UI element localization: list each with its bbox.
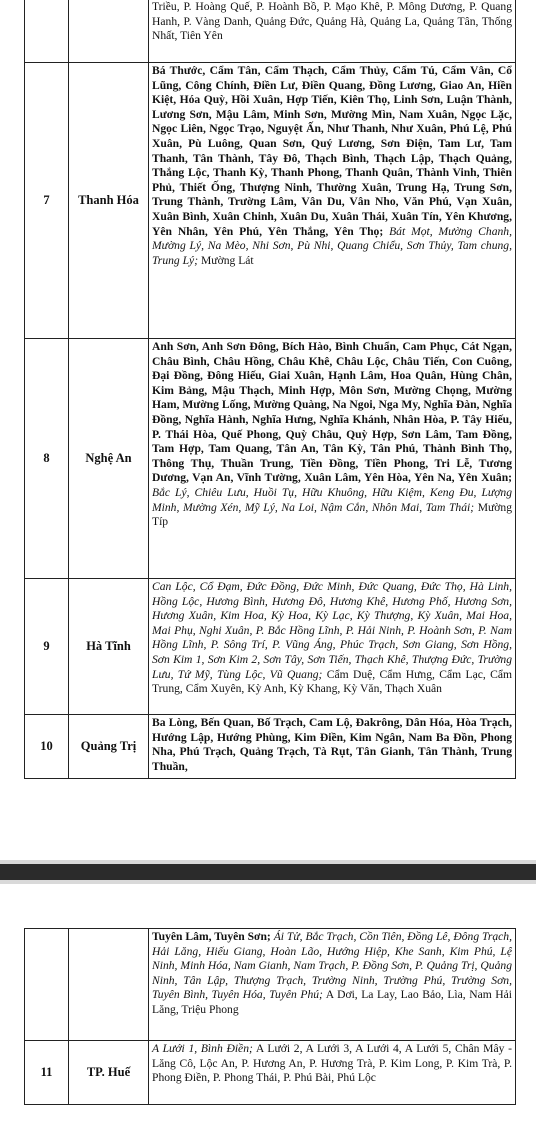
table-row: [25, 929, 516, 1041]
province-name: Hà Tĩnh: [69, 579, 149, 715]
commune-list: [149, 339, 516, 579]
province-name: TP. Huế: [69, 1041, 149, 1105]
commune-text-italic: Bát Mọt, Mường Chanh, Mường Lý, Na Mèo, Nhi Sơn, Pù Nhi, Quang Chiểu, Sơn Thủy, Tam chung, Trung Lý;: [152, 224, 512, 267]
row-number: 8: [25, 339, 69, 579]
table-row: [25, 63, 516, 339]
commune-text-regular: A Lưới 2, A Lưới 3, A Lưới 4, A Lưới 5, Chân Mây - Lăng Cô, Lộc An, P. Hương An, P. Hương Trà, P. Kim Long, P. Kim Trà, P. Phong Điền, P. Phong Thái, P. Phú Bài, Phú Lộc: [152, 1042, 512, 1085]
commune-text-bold: Anh Sơn, Anh Sơn Đông, Bích Hào, Bình Chuẩn, Cam Phục, Cát Ngạn, Châu Bình, Châu Hồng, Châu Khê, Châu Lộc, Châu Tiến, Con Cuông, Đại Đồng, Đông Hiếu, Giai Xuân, Hạnh Lâm, Hoa Quân, Hùng Chân, Kim Bảng, Mậu Thạch, Minh Hợp, Môn Sơn, Mường Chọng, Mường Ham, Mường Lống, Mường Quàng, Na Ngoi, Nga My, Nghĩa Đàn, Nghĩa Đồng, Nghĩa Hành, Nghĩa Hưng, Nghĩa Khánh, Nhân Hòa, P. Tây Hiếu, P. Thái Hòa, Quế Phong, Quỳ Châu, Quỳ Hợp, Sơn Lâm, Tam Đồng, Tam Hợp, Tam Quang, Tân An, Tân Kỳ, Tân Phú, Thành Bình Thọ, Thông Thụ, Thuần Trung, Tiền Đồng, Tiền Phong, Tri Lễ, Tương Dương, Vạn An, Vĩnh Tường, Xuân Lâm, Yên Hòa, Yên Na, Yên Xuân;: [152, 340, 512, 485]
commune-list: [149, 579, 516, 715]
document-page-2: [0, 884, 536, 1128]
commune-text-regular: A Dơi, La Lay, Lao Bảo, Lìa, Nam Hải Lăng, Triệu Phong: [152, 988, 512, 1016]
commune-list: [149, 63, 516, 339]
commune-list: [149, 929, 516, 1041]
table-row: [25, 339, 516, 579]
row-number: [25, 0, 69, 63]
commune-text-italic: Can Lộc, Cổ Đạm, Đức Đồng, Đức Minh, Đức Quang, Đức Thọ, Hà Linh, Hồng Lộc, Hương Bình, Hương Đô, Hương Khê, Hương Phố, Hương Sơn, Hương Xuân, Kim Hoa, Kỳ Hoa, Kỳ Lạc, Kỳ Thượng, Kỳ Xuân, Mai Hoa, Mai Phụ, Nghi Xuân, P. Bắc Hồng Lĩnh, P. Hải Ninh, P. Hoành Sơn, P. Nam Hồng Lĩnh, P. Sông Trí, P. Vũng Áng, Phúc Trạch, Sơn Giang, Sơn Hồng, Sơn Kim 1, Sơn Kim 2, Sơn Tây, Sơn Tiến, Thạch Khê, Thượng Đức, Trường Lưu, Tứ Mỹ, Tùng Lộc, Vũ Quang;: [152, 580, 512, 681]
row-number: 9: [25, 579, 69, 715]
commune-text-italic: A Lưới 1, Bình Điền;: [152, 1042, 253, 1055]
commune-list: [149, 0, 516, 63]
province-name: [69, 0, 149, 63]
province-name: [69, 929, 149, 1041]
commune-text-regular: Mường Lát: [198, 253, 254, 267]
commune-text-regular: Cẩm Duệ, Cẩm Hưng, Cẩm Lạc, Cẩm Trung, Cẩm Xuyên, Kỳ Anh, Kỳ Khang, Kỳ Văn, Thạch Xuân: [152, 667, 512, 696]
commune-text-bold: Bá Thước, Cẩm Tân, Cẩm Thạch, Cẩm Thủy, Cẩm Tú, Cẩm Vân, Cổ Lũng, Công Chính, Điền Lư, Điền Quang, Đồng Lương, Giao An, Hiền Kiệt, Hóa Quỳ, Hồi Xuân, Hợp Tiến, Kiên Thọ, Linh Sơn, Luận Thành, Lương Sơn, Mậu Lâm, Minh Sơn, Mường Mìn, Nam Xuân, Ngọc Lặc, Ngọc Liên, Ngọc Trạo, Nguyệt Ấn, Như Thanh, Như Xuân, Phú Lệ, Phú Xuân, Pù Luông, Quan Sơn, Quý Lương, Sơn Điện, Tam Lư, Tam Thanh, Tân Thành, Tây Đô, Thạch Bình, Thạch Lập, Thạch Quảng, Thắng Lộc, Thanh Kỳ, Thanh Phong, Thanh Quân, Thành Vinh, Thiên Phủ, Thiết Ống, Thượng Ninh, Thường Xuân, Trung Hạ, Trung Sơn, Trung Thành, Trường Lâm, Vân Du, Vân Nho, Văn Phú, Vạn Xuân, Xuân Bình, Xuân Chinh, Xuân Du, Xuân Thái, Xuân Tín, Yên Khương, Yên Nhân, Yên Phú, Yên Thắng, Yên Thọ;: [152, 64, 512, 238]
row-number: [25, 929, 69, 1041]
commune-list: [149, 715, 516, 779]
commune-list: [149, 1041, 516, 1105]
page-break: [0, 860, 536, 884]
province-name: Thanh Hóa: [69, 63, 149, 339]
row-number: 11: [25, 1041, 69, 1105]
commune-table-continued: [24, 928, 516, 1105]
commune-text-bold: Ba Lòng, Bến Quan, Bố Trạch, Cam Lộ, Đakrông, Dân Hóa, Hòa Trạch, Hướng Lập, Hướng Phùng, Kim Điền, Kim Ngân, Nam Ba Đồn, Phong Nha, Phú Trạch, Quảng Trạch, Tà Rụt, Tân Gianh, Tân Thành, Trung Thuần,: [152, 716, 512, 773]
commune-text-italic: Ái Tử, Bắc Trạch, Cồn Tiên, Đồng Lê, Đông Trạch, Hải Lăng, Hiếu Giang, Hoàn Lão, Hướng Hiệp, Khe Sanh, Kim Phú, Lệ Ninh, Minh Hóa, Nam Gianh, Nam Trạch, P. Đồng Sơn, P. Quảng Trị, Quảng Ninh, Tân Lập, Thượng Trạch, Trường Ninh, Trường Phú, Trường Sơn, Tuyên Bình, Tuyên Hóa, Tuyên Phú;: [152, 930, 512, 1002]
province-name: Quảng Trị: [69, 715, 149, 779]
table-row: [25, 0, 516, 63]
row-number: 10: [25, 715, 69, 779]
commune-text-bold: Tuyên Lâm, Tuyên Sơn;: [152, 930, 271, 943]
commune-text: Triều, P. Hoàng Quế, P. Hoành Bồ, P. Mạo Khê, P. Mông Dương, P. Quang Hanh, P. Vàng Danh, Quảng Đức, Quảng Hà, Quảng La, Quảng Tân, Thống Nhất, Tiên Yên: [152, 0, 512, 43]
table-row: [25, 1041, 516, 1105]
province-name: Nghệ An: [69, 339, 149, 579]
commune-table: [24, 0, 516, 779]
row-number: 7: [25, 63, 69, 339]
commune-text-regular: Mường Típ: [152, 500, 513, 529]
table-row: [25, 715, 516, 779]
table-row: [25, 579, 516, 715]
commune-text-italic: Bắc Lý, Chiêu Lưu, Huồi Tụ, Hữu Khuông, Hữu Kiệm, Keng Đu, Lượng Minh, Mường Xén, Mỹ Lý, Na Loi, Nậm Cắn, Nhôn Mai, Tam Thái;: [152, 485, 512, 514]
